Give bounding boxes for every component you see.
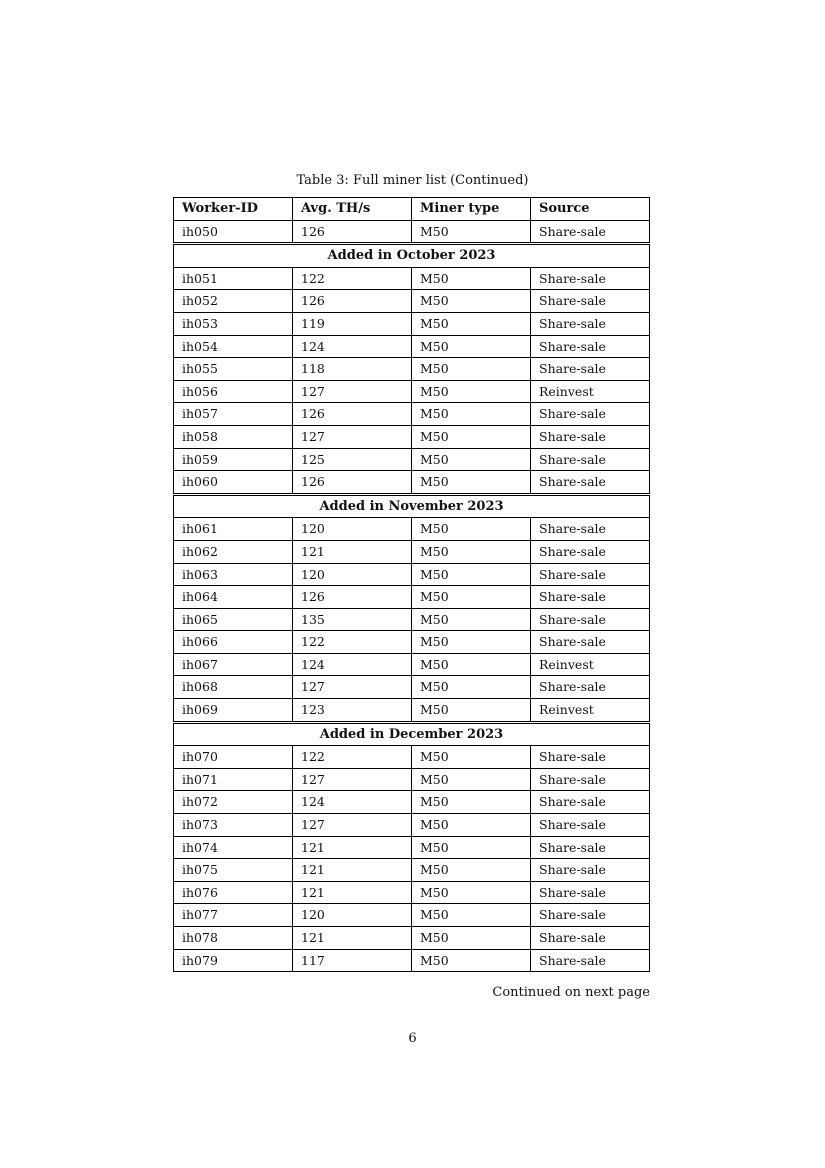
source-cell: Share-sale bbox=[531, 267, 650, 290]
avg-ths-cell: 124 bbox=[293, 653, 412, 676]
source-cell: Share-sale bbox=[531, 881, 650, 904]
miner-table bbox=[173, 197, 650, 972]
avg-ths-cell: 135 bbox=[293, 608, 412, 631]
avg-ths-cell: 121 bbox=[293, 836, 412, 859]
table-row bbox=[174, 904, 650, 927]
table-row bbox=[174, 927, 650, 950]
table-row bbox=[174, 676, 650, 699]
avg-ths-cell: 127 bbox=[293, 676, 412, 699]
avg-ths-cell: 121 bbox=[293, 540, 412, 563]
table-row bbox=[174, 540, 650, 563]
worker-id-cell: ih055 bbox=[174, 358, 293, 381]
table-row bbox=[174, 699, 650, 723]
table-row bbox=[174, 563, 650, 586]
source-cell: Share-sale bbox=[531, 631, 650, 654]
table-row bbox=[174, 631, 650, 654]
source-cell: Share-sale bbox=[531, 791, 650, 814]
worker-id-cell: ih075 bbox=[174, 859, 293, 882]
source-cell: Share-sale bbox=[531, 403, 650, 426]
table-row bbox=[174, 836, 650, 859]
avg-ths-cell: 126 bbox=[293, 471, 412, 495]
table-row bbox=[174, 220, 650, 244]
avg-ths-cell: 127 bbox=[293, 814, 412, 837]
worker-id-cell: ih058 bbox=[174, 425, 293, 448]
avg-ths-cell: 126 bbox=[293, 220, 412, 244]
avg-ths-cell: 127 bbox=[293, 380, 412, 403]
worker-id-cell: ih070 bbox=[174, 746, 293, 769]
miner-type-cell: M50 bbox=[412, 699, 531, 723]
table-row bbox=[174, 403, 650, 426]
worker-id-cell: ih065 bbox=[174, 608, 293, 631]
table-body bbox=[174, 220, 650, 972]
worker-id-cell: ih077 bbox=[174, 904, 293, 927]
avg-ths-cell: 119 bbox=[293, 312, 412, 335]
miner-type-cell: M50 bbox=[412, 949, 531, 972]
source-cell: Share-sale bbox=[531, 927, 650, 950]
section-header-row bbox=[174, 494, 650, 518]
worker-id-cell: ih073 bbox=[174, 814, 293, 837]
table-row bbox=[174, 471, 650, 495]
table-row bbox=[174, 814, 650, 837]
miner-type-cell: M50 bbox=[412, 518, 531, 541]
miner-type-cell: M50 bbox=[412, 631, 531, 654]
worker-id-cell: ih054 bbox=[174, 335, 293, 358]
avg-ths-cell: 126 bbox=[293, 403, 412, 426]
table-row bbox=[174, 768, 650, 791]
table-row bbox=[174, 949, 650, 972]
table-row bbox=[174, 380, 650, 403]
table-row bbox=[174, 335, 650, 358]
miner-type-cell: M50 bbox=[412, 904, 531, 927]
source-cell: Share-sale bbox=[531, 563, 650, 586]
source-cell: Share-sale bbox=[531, 518, 650, 541]
source-cell: Share-sale bbox=[531, 768, 650, 791]
avg-ths-cell: 127 bbox=[293, 768, 412, 791]
miner-type-cell: M50 bbox=[412, 563, 531, 586]
avg-ths-cell: 122 bbox=[293, 267, 412, 290]
worker-id-cell: ih072 bbox=[174, 791, 293, 814]
worker-id-cell: ih057 bbox=[174, 403, 293, 426]
worker-id-cell: ih078 bbox=[174, 927, 293, 950]
avg-ths-cell: 124 bbox=[293, 791, 412, 814]
miner-type-cell: M50 bbox=[412, 403, 531, 426]
avg-ths-cell: 125 bbox=[293, 448, 412, 471]
worker-id-cell: ih060 bbox=[174, 471, 293, 495]
source-cell: Reinvest bbox=[531, 699, 650, 723]
source-cell: Share-sale bbox=[531, 312, 650, 335]
miner-type-cell: M50 bbox=[412, 746, 531, 769]
header-row bbox=[174, 198, 650, 221]
avg-ths-cell: 120 bbox=[293, 518, 412, 541]
worker-id-cell: ih052 bbox=[174, 290, 293, 313]
source-cell: Share-sale bbox=[531, 290, 650, 313]
table-row bbox=[174, 448, 650, 471]
miner-type-cell: M50 bbox=[412, 881, 531, 904]
miner-type-cell: M50 bbox=[412, 676, 531, 699]
table-row bbox=[174, 312, 650, 335]
page-number: 6 bbox=[408, 1031, 417, 1046]
section-header-row bbox=[174, 722, 650, 746]
miner-type-cell: M50 bbox=[412, 380, 531, 403]
miner-type-cell: M50 bbox=[412, 859, 531, 882]
miner-type-cell: M50 bbox=[412, 927, 531, 950]
miner-type-cell: M50 bbox=[412, 358, 531, 381]
source-cell: Share-sale bbox=[531, 586, 650, 609]
table-row bbox=[174, 746, 650, 769]
table-row bbox=[174, 586, 650, 609]
miner-type-cell: M50 bbox=[412, 608, 531, 631]
source-cell: Share-sale bbox=[531, 676, 650, 699]
miner-type-cell: M50 bbox=[412, 836, 531, 859]
source-cell: Share-sale bbox=[531, 540, 650, 563]
column-header-source: Source bbox=[531, 198, 650, 221]
worker-id-cell: ih062 bbox=[174, 540, 293, 563]
worker-id-cell: ih074 bbox=[174, 836, 293, 859]
avg-ths-cell: 122 bbox=[293, 631, 412, 654]
worker-id-cell: ih068 bbox=[174, 676, 293, 699]
source-cell: Share-sale bbox=[531, 448, 650, 471]
avg-ths-cell: 122 bbox=[293, 746, 412, 769]
worker-id-cell: ih063 bbox=[174, 563, 293, 586]
miner-type-cell: M50 bbox=[412, 586, 531, 609]
worker-id-cell: ih071 bbox=[174, 768, 293, 791]
avg-ths-cell: 121 bbox=[293, 927, 412, 950]
miner-type-cell: M50 bbox=[412, 768, 531, 791]
worker-id-cell: ih066 bbox=[174, 631, 293, 654]
worker-id-cell: ih061 bbox=[174, 518, 293, 541]
source-cell: Share-sale bbox=[531, 358, 650, 381]
continued-note: Continued on next page bbox=[492, 985, 650, 1000]
miner-type-cell: M50 bbox=[412, 425, 531, 448]
avg-ths-cell: 121 bbox=[293, 859, 412, 882]
avg-ths-cell: 120 bbox=[293, 563, 412, 586]
avg-ths-cell: 123 bbox=[293, 699, 412, 723]
table-header bbox=[174, 198, 650, 221]
source-cell: Share-sale bbox=[531, 814, 650, 837]
avg-ths-cell: 117 bbox=[293, 949, 412, 972]
avg-ths-cell: 126 bbox=[293, 290, 412, 313]
worker-id-cell: ih064 bbox=[174, 586, 293, 609]
worker-id-cell: ih079 bbox=[174, 949, 293, 972]
table-caption: Table 3: Full miner list (Continued) bbox=[296, 173, 529, 188]
section-header: Added in December 2023 bbox=[174, 722, 650, 746]
miner-type-cell: M50 bbox=[412, 448, 531, 471]
worker-id-cell: ih050 bbox=[174, 220, 293, 244]
source-cell: Share-sale bbox=[531, 904, 650, 927]
source-cell: Reinvest bbox=[531, 653, 650, 676]
source-cell: Share-sale bbox=[531, 746, 650, 769]
column-header-miner-type: Miner type bbox=[412, 198, 531, 221]
source-cell: Share-sale bbox=[531, 335, 650, 358]
avg-ths-cell: 126 bbox=[293, 586, 412, 609]
table-row bbox=[174, 358, 650, 381]
table-row bbox=[174, 653, 650, 676]
worker-id-cell: ih056 bbox=[174, 380, 293, 403]
table-row bbox=[174, 290, 650, 313]
table-row bbox=[174, 881, 650, 904]
table-row bbox=[174, 791, 650, 814]
source-cell: Share-sale bbox=[531, 471, 650, 495]
miner-type-cell: M50 bbox=[412, 471, 531, 495]
avg-ths-cell: 127 bbox=[293, 425, 412, 448]
worker-id-cell: ih051 bbox=[174, 267, 293, 290]
table-row bbox=[174, 267, 650, 290]
miner-type-cell: M50 bbox=[412, 540, 531, 563]
miner-type-cell: M50 bbox=[412, 312, 531, 335]
table-row bbox=[174, 859, 650, 882]
source-cell: Share-sale bbox=[531, 836, 650, 859]
source-cell: Share-sale bbox=[531, 425, 650, 448]
source-cell: Share-sale bbox=[531, 949, 650, 972]
table-row bbox=[174, 608, 650, 631]
section-header: Added in November 2023 bbox=[174, 494, 650, 518]
miner-type-cell: M50 bbox=[412, 220, 531, 244]
miner-type-cell: M50 bbox=[412, 814, 531, 837]
avg-ths-cell: 124 bbox=[293, 335, 412, 358]
worker-id-cell: ih053 bbox=[174, 312, 293, 335]
table-row bbox=[174, 425, 650, 448]
avg-ths-cell: 121 bbox=[293, 881, 412, 904]
source-cell: Reinvest bbox=[531, 380, 650, 403]
miner-type-cell: M50 bbox=[412, 267, 531, 290]
section-header-row bbox=[174, 244, 650, 268]
miner-type-cell: M50 bbox=[412, 290, 531, 313]
column-header-worker-id: Worker-ID bbox=[174, 198, 293, 221]
column-header-avg-ths: Avg. TH/s bbox=[293, 198, 412, 221]
worker-id-cell: ih069 bbox=[174, 699, 293, 723]
source-cell: Share-sale bbox=[531, 608, 650, 631]
miner-type-cell: M50 bbox=[412, 791, 531, 814]
miner-type-cell: M50 bbox=[412, 335, 531, 358]
source-cell: Share-sale bbox=[531, 859, 650, 882]
worker-id-cell: ih076 bbox=[174, 881, 293, 904]
source-cell: Share-sale bbox=[531, 220, 650, 244]
worker-id-cell: ih067 bbox=[174, 653, 293, 676]
miner-type-cell: M50 bbox=[412, 653, 531, 676]
section-header: Added in October 2023 bbox=[174, 244, 650, 268]
avg-ths-cell: 120 bbox=[293, 904, 412, 927]
avg-ths-cell: 118 bbox=[293, 358, 412, 381]
worker-id-cell: ih059 bbox=[174, 448, 293, 471]
table-row bbox=[174, 518, 650, 541]
